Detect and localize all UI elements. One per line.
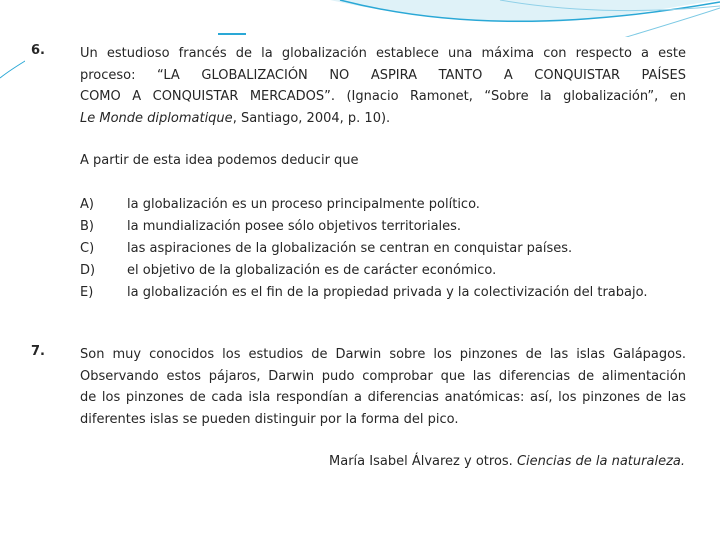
accent-dash	[218, 33, 246, 35]
citation-author: María Isabel Álvarez y otros.	[329, 454, 517, 469]
answer-option[interactable]	[80, 285, 686, 307]
option-text: la globalización es el fin de la propiedad privada y la colectivización del trabajo.	[127, 285, 648, 300]
source-title: Le Monde diplomatique	[80, 110, 233, 126]
statement-line	[80, 108, 686, 130]
question-number: 7.	[31, 344, 45, 359]
option-letter: E)	[80, 285, 94, 300]
answer-option[interactable]	[80, 241, 686, 263]
answer-option[interactable]	[80, 263, 686, 285]
question-number: 6.	[31, 43, 45, 58]
option-letter: D)	[80, 263, 96, 278]
option-text: las aspiraciones de la globalización se centran en conquistar países.	[127, 241, 573, 256]
answer-option[interactable]	[80, 219, 686, 241]
statement-line: de los pinzones de cada isla respondían a diferencias anatómicas: así, los pinzones de las	[80, 390, 686, 405]
statement-line: Observando estos pájaros, Darwin pudo comprobar que las diferencias de alimentación	[80, 368, 686, 384]
question-statement	[80, 43, 686, 129]
statement-line: Un estudioso francés de la globalización establece una máxima con respecto a este	[80, 46, 686, 61]
exam-page	[25, 37, 697, 477]
option-letter: B)	[80, 219, 94, 234]
option-text: el objetivo de la globalización es de carácter económico.	[127, 263, 497, 278]
option-text: la globalización es un proceso principalmente político.	[127, 197, 480, 212]
option-letter: C)	[80, 241, 95, 256]
option-text: la mundialización posee sólo objetivos territoriales.	[127, 219, 462, 234]
statement-line: Son muy conocidos los estudios de Darwin sobre los pinzones de las islas Galápagos.	[80, 347, 686, 362]
answer-option[interactable]	[80, 197, 686, 219]
statement-line: proceso: “LA GLOBALIZACIÓN NO ASPIRA TANTO A CONQUISTAR PAÍSES	[80, 67, 686, 83]
question-statement	[80, 344, 686, 430]
statement-line: COMO A CONQUISTAR MERCADOS”. (Ignacio Ramonet, “Sobre la globalización”, en	[80, 89, 686, 104]
citation	[329, 454, 685, 469]
question-prompt: A partir de esta idea podemos deducir que	[80, 153, 359, 168]
source-details: , Santiago, 2004, p. 10).	[232, 110, 391, 126]
citation-title: Ciencias de la naturaleza.	[516, 454, 685, 469]
option-letter: A)	[80, 197, 94, 212]
statement-line: diferentes islas se pueden distinguir por la forma del pico.	[80, 411, 459, 427]
